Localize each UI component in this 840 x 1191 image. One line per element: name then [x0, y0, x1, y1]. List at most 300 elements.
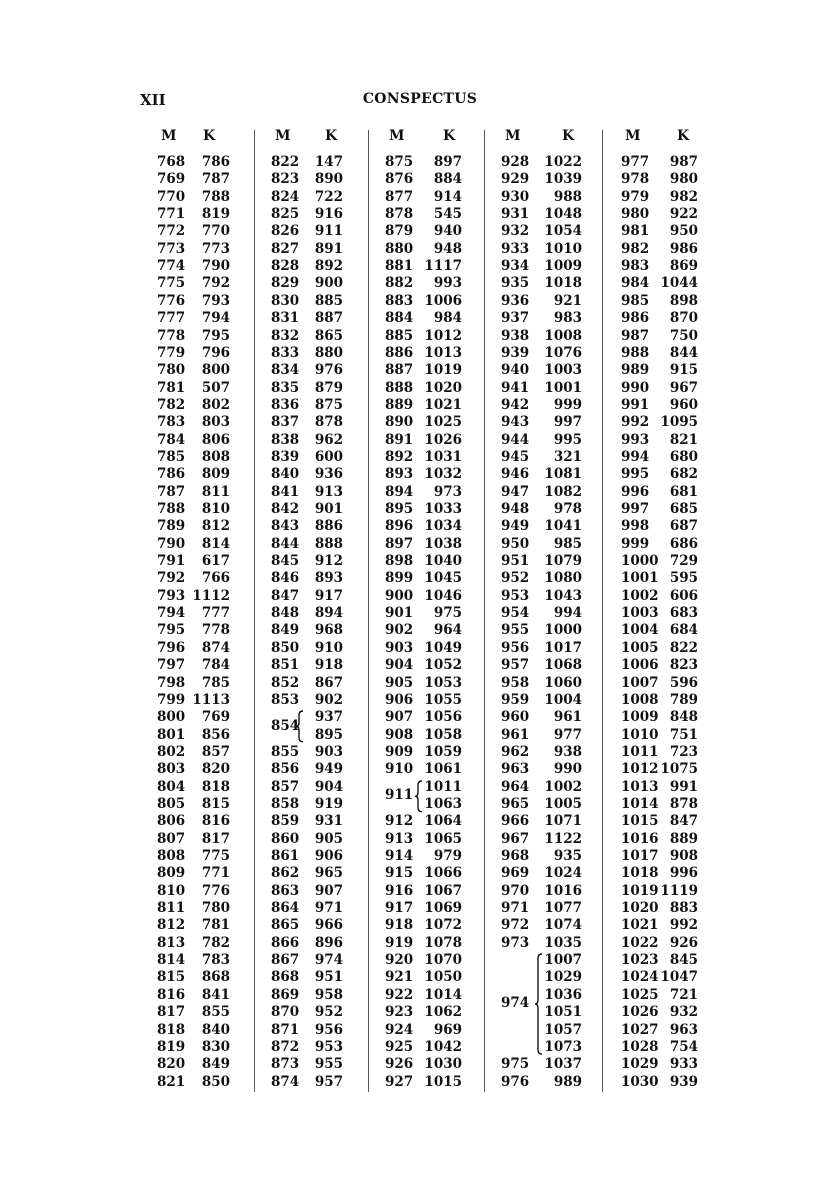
m-number: 789	[157, 518, 186, 535]
k-number: 1040	[424, 553, 462, 570]
m-number: 1002	[621, 587, 659, 604]
m-number: 893	[385, 466, 414, 483]
m-number: 912	[385, 813, 414, 830]
k-number: 1122	[544, 830, 582, 847]
m-number: 911	[385, 787, 414, 804]
column-divider	[602, 130, 603, 1092]
m-number: 943	[501, 414, 530, 431]
k-number: 889	[669, 830, 698, 847]
k-number: 1041	[544, 518, 582, 535]
k-number: 1042	[424, 1038, 462, 1055]
m-number: 933	[501, 240, 530, 257]
column-divider	[254, 130, 255, 1092]
k-number: 991	[669, 778, 698, 795]
k-number: 1070	[424, 952, 462, 969]
column-header-m: M	[625, 128, 641, 144]
m-number: 989	[621, 362, 650, 379]
k-number: 919	[314, 795, 343, 812]
k-number: 895	[314, 726, 343, 743]
m-number: 865	[271, 917, 300, 934]
m-number: 962	[501, 743, 530, 760]
m-number: 932	[501, 223, 530, 240]
k-number: 855	[201, 1004, 230, 1021]
m-number: 869	[271, 986, 300, 1003]
m-number: 830	[271, 292, 300, 309]
k-number: 898	[669, 292, 698, 309]
k-number: 891	[314, 240, 343, 257]
k-number: 1057	[544, 1021, 582, 1038]
m-number: 818	[157, 1021, 186, 1038]
k-number: 1034	[424, 518, 462, 535]
m-number: 983	[621, 258, 650, 275]
k-number: 880	[314, 344, 343, 361]
k-number: 983	[553, 310, 582, 327]
m-number: 807	[157, 830, 186, 847]
m-number: 1010	[621, 726, 659, 743]
m-number: 1016	[621, 830, 659, 847]
k-number: 729	[669, 553, 698, 570]
k-number: 966	[314, 917, 343, 934]
column-header-k: K	[677, 128, 690, 144]
m-number: 819	[157, 1038, 186, 1055]
m-number: 892	[385, 448, 414, 465]
m-number: 813	[157, 934, 186, 951]
m-number: 992	[621, 414, 650, 431]
m-number: 942	[501, 396, 530, 413]
m-number: 904	[385, 657, 414, 674]
k-number: 808	[201, 448, 230, 465]
m-number: 783	[157, 414, 186, 431]
m-number: 941	[501, 379, 530, 396]
k-number: 878	[669, 795, 698, 812]
m-number: 850	[271, 639, 300, 656]
m-number: 849	[271, 622, 300, 639]
m-number: 1015	[621, 813, 659, 830]
k-number: 606	[669, 587, 698, 604]
k-number: 1053	[424, 674, 462, 691]
m-number: 966	[501, 813, 530, 830]
m-number: 780	[157, 362, 186, 379]
m-number: 1023	[621, 952, 659, 969]
k-number: 1007	[544, 952, 582, 969]
m-number: 1011	[621, 743, 659, 760]
k-number: 976	[314, 362, 343, 379]
column-header-m: M	[505, 128, 521, 144]
k-number: 687	[669, 518, 698, 535]
k-number: 847	[669, 813, 698, 830]
m-number: 953	[501, 587, 530, 604]
k-number: 1005	[544, 795, 582, 812]
m-number: 945	[501, 448, 530, 465]
m-number: 860	[271, 830, 300, 847]
m-number: 1022	[621, 934, 659, 951]
k-number: 1062	[424, 1004, 462, 1021]
m-number: 847	[271, 587, 300, 604]
m-number: 905	[385, 674, 414, 691]
m-number: 950	[501, 535, 530, 552]
m-number: 1007	[621, 674, 659, 691]
k-number: 1009	[544, 258, 582, 275]
k-number: 1060	[544, 674, 582, 691]
m-number: 805	[157, 795, 186, 812]
m-number: 935	[501, 275, 530, 292]
k-number: 1026	[424, 431, 462, 448]
k-number: 888	[314, 535, 343, 552]
m-number: 1009	[621, 709, 659, 726]
m-number: 823	[271, 171, 300, 188]
k-number: 1048	[544, 206, 582, 223]
k-number: 600	[314, 448, 343, 465]
m-number: 811	[157, 900, 186, 917]
k-number: 1011	[424, 778, 462, 795]
m-number: 897	[385, 535, 414, 552]
k-number: 915	[669, 362, 698, 379]
m-number: 1000	[621, 553, 659, 570]
m-number: 856	[271, 761, 300, 778]
m-number: 821	[157, 1073, 186, 1090]
m-number: 769	[157, 171, 186, 188]
m-number: 926	[385, 1056, 414, 1073]
m-number: 906	[385, 691, 414, 708]
k-number: 980	[669, 171, 698, 188]
k-number: 961	[553, 709, 582, 726]
m-number: 958	[501, 674, 530, 691]
k-number: 784	[201, 657, 230, 674]
k-number: 867	[314, 674, 343, 691]
m-number: 913	[385, 830, 414, 847]
k-number: 856	[201, 726, 230, 743]
k-number: 978	[553, 501, 582, 517]
k-number: 1072	[424, 917, 462, 934]
m-number: 994	[621, 448, 650, 465]
m-number: 840	[271, 466, 300, 483]
m-number: 968	[501, 848, 530, 864]
k-number: 979	[433, 848, 462, 864]
m-number: 1001	[621, 570, 659, 587]
column-header-k: K	[443, 128, 456, 144]
k-number: 595	[669, 570, 698, 587]
k-number: 792	[201, 275, 230, 292]
k-number: 840	[201, 1021, 230, 1038]
k-number: 1003	[544, 362, 582, 379]
m-number: 1012	[621, 761, 659, 778]
k-number: 952	[314, 1004, 343, 1021]
m-number: 792	[157, 570, 186, 587]
k-number: 811	[201, 483, 230, 500]
m-number: 974	[501, 995, 530, 1012]
k-number: 1024	[544, 865, 582, 882]
m-number: 921	[385, 969, 414, 986]
k-number: 1008	[544, 327, 582, 344]
m-number: 1003	[621, 605, 659, 622]
m-number: 965	[501, 795, 530, 812]
m-number: 957	[501, 657, 530, 674]
k-number: 1025	[424, 414, 462, 431]
m-number: 886	[385, 344, 414, 361]
m-number: 779	[157, 344, 186, 361]
m-number: 829	[271, 275, 300, 292]
k-number: 1012	[424, 327, 462, 344]
m-number: 888	[385, 379, 414, 396]
m-number: 785	[157, 448, 186, 465]
m-number: 877	[385, 188, 414, 205]
k-number: 935	[553, 848, 582, 864]
m-number: 817	[157, 1004, 186, 1021]
column-header-m: M	[389, 128, 405, 144]
m-number: 917	[385, 900, 414, 917]
k-number: 1073	[544, 1038, 582, 1055]
k-number: 683	[669, 605, 698, 622]
k-number: 982	[669, 188, 698, 205]
m-number: 804	[157, 778, 186, 795]
m-number: 903	[385, 639, 414, 656]
m-number: 796	[157, 639, 186, 656]
column-header-m: M	[161, 128, 177, 144]
m-number: 1025	[621, 986, 659, 1003]
m-number: 788	[157, 501, 186, 517]
k-number: 884	[433, 171, 462, 188]
m-number: 803	[157, 761, 186, 778]
m-number: 866	[271, 934, 300, 951]
k-number: 1119	[660, 882, 698, 899]
m-number: 955	[501, 622, 530, 639]
k-number: 996	[669, 865, 698, 882]
k-number: 814	[201, 535, 230, 552]
k-number: 1018	[544, 275, 582, 292]
k-number: 965	[314, 865, 343, 882]
m-number: 776	[157, 292, 186, 309]
k-number: 770	[201, 223, 230, 240]
m-number: 808	[157, 848, 186, 864]
k-number: 777	[201, 605, 230, 622]
m-number: 980	[621, 206, 650, 223]
k-number: 1038	[424, 535, 462, 552]
m-number: 995	[621, 466, 650, 483]
m-number: 806	[157, 813, 186, 830]
m-number: 887	[385, 362, 414, 379]
m-number: 947	[501, 483, 530, 500]
k-number: 883	[669, 900, 698, 917]
m-number: 873	[271, 1056, 300, 1073]
m-number: 852	[271, 674, 300, 691]
k-number: 1069	[424, 900, 462, 917]
m-number: 882	[385, 275, 414, 292]
m-number: 837	[271, 414, 300, 431]
k-number: 960	[669, 396, 698, 413]
m-number: 973	[501, 934, 530, 951]
column-divider	[368, 130, 369, 1092]
k-number: 887	[314, 310, 343, 327]
k-number: 680	[669, 448, 698, 465]
m-number: 900	[385, 587, 414, 604]
k-number: 921	[553, 292, 582, 309]
m-number: 838	[271, 431, 300, 448]
column-header-m: M	[275, 128, 291, 144]
k-number: 897	[433, 154, 462, 170]
k-number: 1020	[424, 379, 462, 396]
k-number: 1001	[544, 379, 582, 396]
m-number: 1004	[621, 622, 659, 639]
k-number: 1010	[544, 240, 582, 257]
k-number: 992	[669, 917, 698, 934]
k-number: 907	[314, 882, 343, 899]
k-number: 901	[314, 501, 343, 517]
k-number: 820	[201, 761, 230, 778]
k-number: 1117	[424, 258, 462, 275]
k-number: 988	[553, 188, 582, 205]
m-number: 985	[621, 292, 650, 309]
page-title: CONSPECTUS	[362, 91, 478, 107]
k-number: 845	[669, 952, 698, 969]
m-number: 787	[157, 483, 186, 500]
m-number: 889	[385, 396, 414, 413]
k-number: 1063	[424, 795, 462, 812]
m-number: 907	[385, 709, 414, 726]
k-number: 1043	[544, 587, 582, 604]
m-number: 845	[271, 553, 300, 570]
k-number: 949	[314, 761, 343, 778]
m-number: 1018	[621, 865, 659, 882]
k-number: 987	[669, 154, 698, 170]
k-number: 868	[201, 969, 230, 986]
k-number: 1066	[424, 865, 462, 882]
k-number: 938	[553, 743, 582, 760]
m-number: 936	[501, 292, 530, 309]
k-number: 1004	[544, 691, 582, 708]
m-number: 771	[157, 206, 186, 223]
k-number: 782	[201, 934, 230, 951]
k-number: 684	[669, 622, 698, 639]
k-number: 1019	[424, 362, 462, 379]
k-number: 955	[314, 1056, 343, 1073]
m-number: 858	[271, 795, 300, 812]
m-number: 960	[501, 709, 530, 726]
k-number: 974	[314, 952, 343, 969]
k-number: 886	[314, 518, 343, 535]
m-number: 915	[385, 865, 414, 882]
m-number: 831	[271, 310, 300, 327]
m-number: 772	[157, 223, 186, 240]
k-number: 903	[314, 743, 343, 760]
m-number: 996	[621, 483, 650, 500]
k-number: 841	[201, 986, 230, 1003]
m-number: 1005	[621, 639, 659, 656]
m-number: 768	[157, 154, 186, 170]
k-number: 885	[314, 292, 343, 309]
m-number: 885	[385, 327, 414, 344]
m-number: 937	[501, 310, 530, 327]
k-number: 1054	[544, 223, 582, 240]
m-number: 972	[501, 917, 530, 934]
k-number: 1082	[544, 483, 582, 500]
m-number: 802	[157, 743, 186, 760]
k-number: 1067	[424, 882, 462, 899]
m-number: 820	[157, 1056, 186, 1073]
m-number: 843	[271, 518, 300, 535]
column-header-k: K	[203, 128, 216, 144]
m-number: 812	[157, 917, 186, 934]
column-header-k: K	[562, 128, 575, 144]
m-number: 987	[621, 327, 650, 344]
m-number: 920	[385, 952, 414, 969]
k-number: 795	[201, 327, 230, 344]
m-number: 1026	[621, 1004, 659, 1021]
m-number: 826	[271, 223, 300, 240]
k-number: 815	[201, 795, 230, 812]
m-number: 863	[271, 882, 300, 899]
m-number: 977	[621, 154, 650, 170]
m-number: 978	[621, 171, 650, 188]
m-number: 940	[501, 362, 530, 379]
m-number: 910	[385, 761, 414, 778]
m-number: 925	[385, 1038, 414, 1055]
k-number: 682	[669, 466, 698, 483]
m-number: 833	[271, 344, 300, 361]
m-number: 1006	[621, 657, 659, 674]
k-number: 874	[201, 639, 230, 656]
k-number: 1056	[424, 709, 462, 726]
k-number: 617	[201, 553, 230, 570]
m-number: 774	[157, 258, 186, 275]
k-number: 879	[314, 379, 343, 396]
k-number: 1074	[544, 917, 582, 934]
k-number: 1021	[424, 396, 462, 413]
m-number: 909	[385, 743, 414, 760]
m-number: 868	[271, 969, 300, 986]
m-number: 880	[385, 240, 414, 257]
k-number: 507	[201, 379, 230, 396]
k-number: 775	[201, 848, 230, 864]
m-number: 918	[385, 917, 414, 934]
k-number: 1055	[424, 691, 462, 708]
k-number: 821	[669, 431, 698, 448]
k-number: 830	[201, 1038, 230, 1055]
m-number: 975	[501, 1056, 530, 1073]
k-number: 1022	[544, 154, 582, 170]
k-number: 1112	[192, 587, 230, 604]
k-number: 723	[669, 743, 698, 760]
k-number: 1051	[544, 1004, 582, 1021]
k-number: 596	[669, 674, 698, 691]
m-number: 971	[501, 900, 530, 917]
k-number: 785	[201, 674, 230, 691]
m-number: 859	[271, 813, 300, 830]
k-number: 917	[314, 587, 343, 604]
m-number: 876	[385, 171, 414, 188]
m-number: 825	[271, 206, 300, 223]
m-number: 997	[621, 501, 650, 517]
m-number: 848	[271, 605, 300, 622]
m-number: 816	[157, 986, 186, 1003]
m-number: 1013	[621, 778, 659, 795]
m-number: 916	[385, 882, 414, 899]
m-number: 777	[157, 310, 186, 327]
m-number: 1028	[621, 1038, 659, 1055]
k-number: 1059	[424, 743, 462, 760]
k-number: 916	[314, 206, 343, 223]
m-number: 963	[501, 761, 530, 778]
column-divider	[484, 130, 485, 1092]
k-number: 914	[433, 188, 462, 205]
k-number: 1049	[424, 639, 462, 656]
m-number: 961	[501, 726, 530, 743]
m-number: 883	[385, 292, 414, 309]
k-number: 1006	[424, 292, 462, 309]
k-number: 984	[433, 310, 462, 327]
k-number: 931	[314, 813, 343, 830]
k-number: 865	[314, 327, 343, 344]
m-number: 800	[157, 709, 186, 726]
